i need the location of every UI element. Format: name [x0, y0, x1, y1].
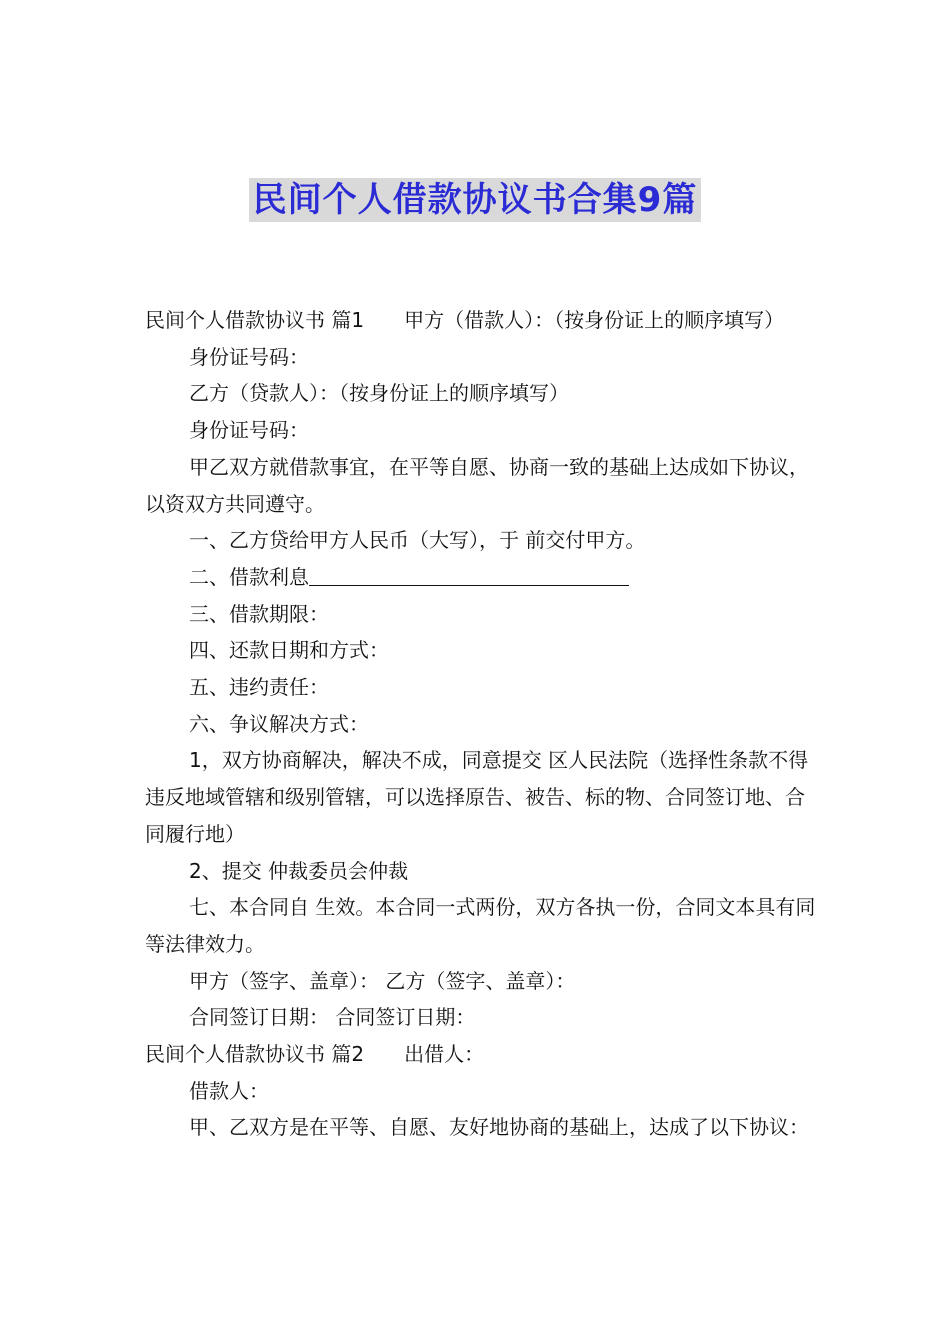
interest-blank-line [309, 563, 629, 586]
paragraph-id-number-a: 身份证号码： [189, 344, 309, 369]
clause-2-label: 二、借款利息 [189, 564, 309, 589]
section-heading-1: 民间个人借款协议书 篇1 [145, 308, 365, 332]
paragraph-signatures: 甲方（签字、盖章）： 乙方（签字、盖章）： [189, 968, 576, 993]
paragraph-clause-2 [145, 559, 817, 596]
party-a-line: 甲方（借款人）：（按身份证上的顺序填写） [404, 308, 785, 332]
paragraph-id-number-b: 身份证号码： [189, 418, 309, 443]
lender-line: 出借人： [404, 1042, 485, 1067]
paragraph-section-1-intro [145, 302, 817, 339]
section-heading-2: 民间个人借款协议书 篇2 [145, 1042, 365, 1067]
paragraph-section-2-agreement: 甲、乙双方是在平等、自愿、友好地协商的基础上，达成了以下协议： [189, 1115, 809, 1140]
paragraph-clause-3: 三、借款期限： [189, 601, 329, 626]
paragraph-sign-dates: 合同签订日期： 合同签订日期： [189, 1005, 476, 1030]
document-body [145, 302, 817, 1146]
paragraph-clause-5: 五、违约责任： [189, 675, 329, 700]
document-title: 民间个人借款协议书合集9篇 [249, 178, 702, 222]
title-container [0, 178, 950, 222]
paragraph-section-2-intro [145, 1036, 817, 1073]
paragraph-clause-6-1: 1，双方协商解决，解决不成，同意提交 区人民法院（选择性条款不得违反地域管辖和级别管辖，可以选择原告、被告、标的物、合同签订地、合同履行地） [145, 748, 809, 846]
paragraph-clause-7: 七、本合同自 生效。本合同一式两份，双方各执一份，合同文本具有同等法律效力。 [145, 895, 816, 956]
paragraph-clause-1: 一、乙方贷给甲方人民币（大写），于 前交付甲方。 [189, 528, 646, 553]
paragraph-agreement-intro: 甲乙双方就借款事宜，在平等自愿、协商一致的基础上达成如下协议，以资双方共同遵守。 [145, 454, 809, 516]
paragraph-borrower: 借款人： [189, 1078, 269, 1103]
paragraph-clause-6-2: 2、提交 仲裁委员会仲裁 [189, 858, 409, 883]
paragraph-clause-6: 六、争议解决方式： [189, 711, 369, 736]
paragraph-party-b: 乙方（贷款人）：（按身份证上的顺序填写） [189, 381, 569, 406]
paragraph-clause-4: 四、还款日期和方式： [189, 638, 389, 663]
